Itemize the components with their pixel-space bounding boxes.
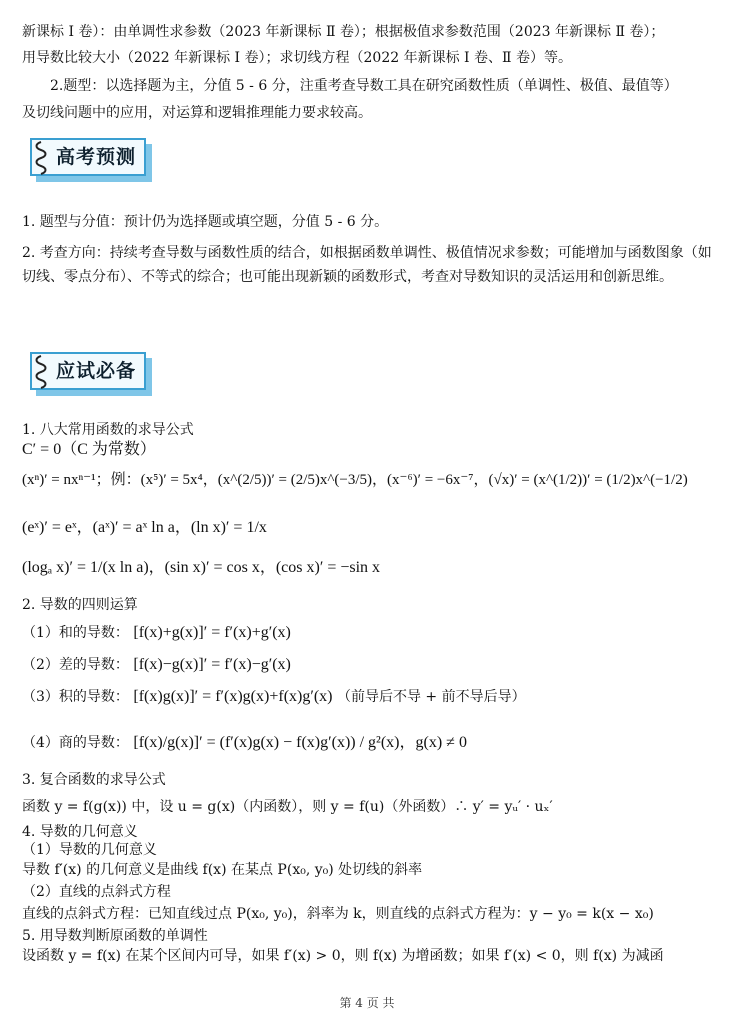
subheading-geometric-meaning: （1）导数的几何意义 (22, 842, 157, 858)
heading-derivative-formulas: 1. 八大常用函数的求导公式 (22, 422, 194, 438)
intro-line-3: 2.题型：以选择题为主，分值 5 - 6 分，注重考查导数工具在研究函数性质（单调性、极值、最值等） (50, 78, 678, 94)
chain-rule-text: 函数 y = f(g(x)) 中，设 u = g(x)（内函数），则 y = f(u)（外函数）∴ y′ = yᵤ′ · uₓ′ (22, 799, 553, 815)
spiral-binding-icon (34, 354, 48, 390)
intro-line-4: 及切线问题中的应用，对运算和逻辑推理能力要求较高。 (22, 105, 372, 121)
point-slope-text: 直线的点斜式方程：已知直线过点 P(x₀, y₀)，斜率为 k，则直线的点斜式方程为：y − y₀ = k(x − x₀) (22, 906, 654, 922)
intro-line-1: 新课标 Ⅰ 卷）：由单调性求参数（2023 年新课标 Ⅱ 卷）；根据极值求参数范围（2023 年新课标 Ⅱ 卷）； (22, 24, 665, 40)
rule-prod-note: （前导后不导 + 前不导后导） (336, 689, 526, 705)
heading-geometric-meaning: 4. 导数的几何意义 (22, 824, 138, 840)
formula-constant: C′ = 0（C 为常数） (22, 441, 156, 458)
heading-arithmetic: 2. 导数的四则运算 (22, 597, 138, 613)
heading-chain-rule: 3. 复合函数的求导公式 (22, 772, 166, 788)
rule-sum (22, 623, 716, 643)
intro-line-2: 用导数比较大小（2022 年新课标 Ⅰ 卷）；求切线方程（2022 年新课标 Ⅰ 卷、Ⅱ 卷）等。 (22, 50, 572, 66)
rule-product (22, 687, 716, 707)
subheading-point-slope: （2）直线的点斜式方程 (22, 884, 171, 900)
rule-prod-formula: [f(x)g(x)]′ = f′(x)g(x)+f(x)g′(x) (133, 688, 333, 705)
formula-exp-log: (eˣ)′ = eˣ，(aˣ)′ = aˣ ln a，(ln x)′ = 1/x (22, 519, 267, 536)
rule-sum-label: （1）和的导数： (22, 625, 129, 641)
geometric-meaning-text: 导数 f′(x) 的几何意义是曲线 f(x) 在某点 P(x₀, y₀) 处切线的斜率 (22, 862, 423, 878)
rule-sum-formula: [f(x)+g(x)]′ = f′(x)+g′(x) (133, 624, 291, 641)
formula-power: (xⁿ)′ = nxⁿ⁻¹；例：(x⁵)′ = 5x⁴，(x^(2/5))′ = (2/5)x^(−3/5)，(x⁻⁶)′ = −6x⁻⁷，(√x)′ = (x^(1/2))′ = (1/2)x^(−1/2) (22, 472, 688, 488)
section-badge-essentials (30, 352, 152, 394)
section-badge-forecast (30, 138, 152, 180)
rule-quot-label: （4）商的导数： (22, 735, 129, 751)
forecast-item-1: 1. 题型与分值：预计仍为选择题或填空题，分值 5 - 6 分。 (22, 214, 389, 230)
heading-monotonicity: 5. 用导数判断原函数的单调性 (22, 928, 208, 944)
rule-prod-label: （3）积的导数： (22, 689, 129, 705)
section-title-forecast: 高考预测 (56, 146, 137, 168)
forecast-item-2: 2. 考查方向：持续考查导数与函数性质的结合，如根据函数单调性、极值情况求参数；可能增加与函数图象（如切线、零点分布）、不等式的综合；也可能出现新颖的函数形式，考查对导数知识的灵活运用和创新思维。 (22, 245, 712, 285)
section-title-essentials: 应试必备 (56, 360, 137, 382)
rule-diff-formula: [f(x)−g(x)]′ = f′(x)−g′(x) (133, 656, 291, 673)
spiral-binding-icon (34, 140, 48, 176)
monotonicity-text: 设函数 y = f(x) 在某个区间内可导，如果 f′(x) > 0，则 f(x) 为增函数；如果 f′(x) < 0，则 f(x) 为减函 (22, 948, 664, 964)
page-footer: 第 4 页 共 (339, 996, 395, 1010)
formula-log-trig: (logₐ x)′ = 1/(x ln a)，(sin x)′ = cos x，(cos x)′ = −sin x (22, 559, 381, 576)
rule-quot-formula: [f(x)/g(x)]′ = (f′(x)g(x) − f(x)g′(x)) / g²(x)，g(x) ≠ 0 (133, 734, 467, 751)
rule-difference (22, 655, 716, 675)
rule-quotient (22, 733, 716, 753)
rule-diff-label: （2）差的导数： (22, 657, 129, 673)
